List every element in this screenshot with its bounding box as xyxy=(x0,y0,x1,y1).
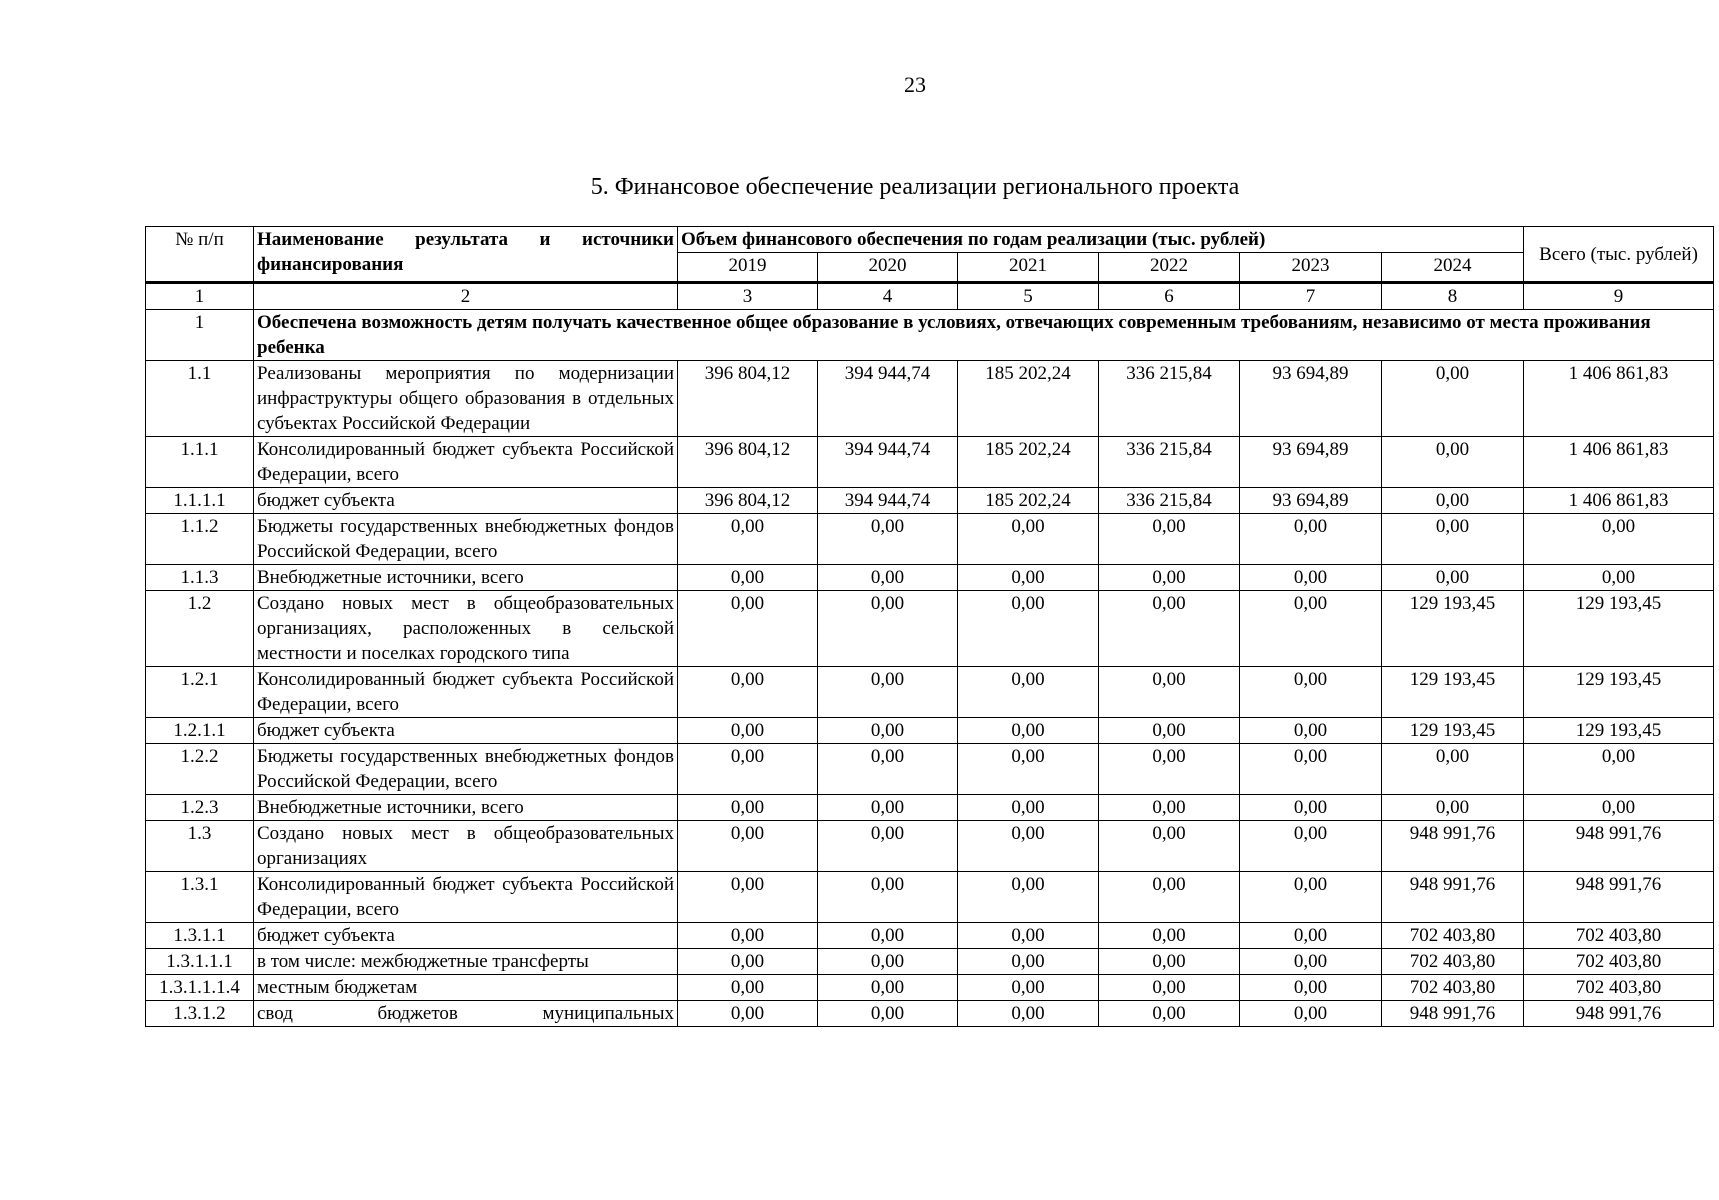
row-value: 0,00 xyxy=(818,795,958,821)
row-value: 0,00 xyxy=(1099,718,1240,744)
table-body xyxy=(146,283,1714,1027)
row-total: 129 193,45 xyxy=(1524,718,1714,744)
row-value: 0,00 xyxy=(1099,591,1240,667)
row-name: Консолидированный бюджет субъекта Российской Федерации, всего xyxy=(254,437,678,488)
row-name: бюджет субъекта xyxy=(254,923,678,949)
table-row xyxy=(146,1001,1714,1027)
row-name: Внебюджетные источники, всего xyxy=(254,565,678,591)
row-value: 93 694,89 xyxy=(1240,437,1382,488)
row-value: 0,00 xyxy=(958,949,1099,975)
column-number: 1 xyxy=(146,283,254,310)
row-value: 0,00 xyxy=(958,1001,1099,1027)
row-name: бюджет субъекта xyxy=(254,488,678,514)
table-row xyxy=(146,872,1714,923)
row-value: 0,00 xyxy=(1240,872,1382,923)
row-value: 185 202,24 xyxy=(958,488,1099,514)
row-value: 0,00 xyxy=(818,923,958,949)
row-name: Реализованы мероприятия по модернизации инфраструктуры общего образования в отдельных субъектах Российской Федерации xyxy=(254,361,678,437)
column-number: 2 xyxy=(254,283,678,310)
row-code: 1.3.1.1 xyxy=(146,923,254,949)
row-total: 0,00 xyxy=(1524,744,1714,795)
row-value: 0,00 xyxy=(818,975,958,1001)
row-value: 185 202,24 xyxy=(958,437,1099,488)
row-value: 0,00 xyxy=(958,667,1099,718)
row-value: 0,00 xyxy=(678,744,818,795)
row-value: 0,00 xyxy=(1240,923,1382,949)
column-number: 4 xyxy=(818,283,958,310)
row-value: 0,00 xyxy=(678,565,818,591)
row-value: 948 991,76 xyxy=(1382,1001,1524,1027)
row-name: в том числе: межбюджетные трансферты xyxy=(254,949,678,975)
row-total: 1 406 861,83 xyxy=(1524,488,1714,514)
row-total: 702 403,80 xyxy=(1524,949,1714,975)
row-value: 0,00 xyxy=(818,821,958,872)
row-value: 0,00 xyxy=(1099,949,1240,975)
table-header xyxy=(146,227,1714,283)
row-code: 1.2.3 xyxy=(146,795,254,821)
row-name: Создано новых мест в общеобразовательных организациях, расположенных в сельской местности и поселках городского типа xyxy=(254,591,678,667)
row-value: 93 694,89 xyxy=(1240,361,1382,437)
table-row xyxy=(146,437,1714,488)
row-value: 0,00 xyxy=(1099,514,1240,565)
table-row xyxy=(146,975,1714,1001)
row-total: 948 991,76 xyxy=(1524,821,1714,872)
row-value: 0,00 xyxy=(958,795,1099,821)
row-code: 1.2 xyxy=(146,591,254,667)
row-value: 396 804,12 xyxy=(678,361,818,437)
header-name: Наименование результата и источники финансирования xyxy=(254,227,678,283)
row-value: 396 804,12 xyxy=(678,437,818,488)
row-value: 0,00 xyxy=(678,667,818,718)
row-value: 0,00 xyxy=(1240,1001,1382,1027)
row-value: 0,00 xyxy=(1099,795,1240,821)
row-value: 0,00 xyxy=(1240,718,1382,744)
row-value: 0,00 xyxy=(1240,975,1382,1001)
row-value: 0,00 xyxy=(958,923,1099,949)
row-code: 1.3.1.1.1.4 xyxy=(146,975,254,1001)
row-value: 0,00 xyxy=(1382,795,1524,821)
row-value: 0,00 xyxy=(678,975,818,1001)
row-value: 0,00 xyxy=(818,667,958,718)
row-value: 0,00 xyxy=(958,514,1099,565)
row-code: 1.3 xyxy=(146,821,254,872)
header-num: № п/п xyxy=(146,227,254,283)
table-row xyxy=(146,591,1714,667)
row-code: 1 xyxy=(146,310,254,361)
row-value: 0,00 xyxy=(678,923,818,949)
row-name: Создано новых мест в общеобразовательных организациях xyxy=(254,821,678,872)
row-value: 0,00 xyxy=(678,949,818,975)
row-code: 1.1 xyxy=(146,361,254,437)
row-value: 0,00 xyxy=(1099,667,1240,718)
row-name: Бюджеты государственных внебюджетных фондов Российской Федерации, всего xyxy=(254,744,678,795)
row-value: 0,00 xyxy=(1240,949,1382,975)
row-total: 948 991,76 xyxy=(1524,872,1714,923)
row-value: 0,00 xyxy=(1240,744,1382,795)
row-value: 0,00 xyxy=(818,591,958,667)
row-value: 0,00 xyxy=(958,565,1099,591)
row-name: свод бюджетов муниципальных xyxy=(254,1001,678,1027)
header-year: 2020 xyxy=(818,253,958,283)
row-value: 0,00 xyxy=(1382,488,1524,514)
row-value: 0,00 xyxy=(1382,437,1524,488)
row-value: 0,00 xyxy=(1240,795,1382,821)
table-row xyxy=(146,514,1714,565)
row-value: 0,00 xyxy=(1240,821,1382,872)
row-value: 0,00 xyxy=(1240,591,1382,667)
row-value: 396 804,12 xyxy=(678,488,818,514)
row-value: 702 403,80 xyxy=(1382,975,1524,1001)
section-text: Обеспечена возможность детям получать качественное общее образование в условиях, отвечающих современным требованиям, независимо от места проживания ребенка xyxy=(254,310,1714,361)
table-row xyxy=(146,923,1714,949)
page-number: 23 xyxy=(904,72,926,97)
row-value: 0,00 xyxy=(678,821,818,872)
row-value: 394 944,74 xyxy=(818,437,958,488)
row-code: 1.2.1.1 xyxy=(146,718,254,744)
row-value: 0,00 xyxy=(678,514,818,565)
row-value: 948 991,76 xyxy=(1382,872,1524,923)
row-value: 0,00 xyxy=(818,872,958,923)
table-row xyxy=(146,795,1714,821)
table-row xyxy=(146,565,1714,591)
row-value: 0,00 xyxy=(958,718,1099,744)
table-row xyxy=(146,744,1714,795)
table-row xyxy=(146,667,1714,718)
row-value: 336 215,84 xyxy=(1099,361,1240,437)
row-name: бюджет субъекта xyxy=(254,718,678,744)
row-code: 1.2.1 xyxy=(146,667,254,718)
header-volume: Объем финансового обеспечения по годам реализации (тыс. рублей) xyxy=(678,227,1524,253)
column-number: 9 xyxy=(1524,283,1714,310)
row-value: 336 215,84 xyxy=(1099,437,1240,488)
row-code: 1.1.1.1 xyxy=(146,488,254,514)
row-value: 0,00 xyxy=(1099,872,1240,923)
row-value: 0,00 xyxy=(958,821,1099,872)
row-value: 129 193,45 xyxy=(1382,591,1524,667)
row-total: 1 406 861,83 xyxy=(1524,437,1714,488)
row-code: 1.1.3 xyxy=(146,565,254,591)
table-row xyxy=(146,949,1714,975)
row-value: 702 403,80 xyxy=(1382,923,1524,949)
row-value: 0,00 xyxy=(1382,361,1524,437)
row-total: 129 193,45 xyxy=(1524,667,1714,718)
column-numbers-row xyxy=(146,283,1714,310)
column-number: 3 xyxy=(678,283,818,310)
section-title: 5. Финансовое обеспечение реализации регионального проекта xyxy=(590,174,1240,200)
header-year: 2022 xyxy=(1099,253,1240,283)
row-value: 129 193,45 xyxy=(1382,667,1524,718)
row-value: 129 193,45 xyxy=(1382,718,1524,744)
row-total: 702 403,80 xyxy=(1524,923,1714,949)
row-value: 0,00 xyxy=(678,718,818,744)
row-value: 93 694,89 xyxy=(1240,488,1382,514)
column-number: 5 xyxy=(958,283,1099,310)
row-value: 0,00 xyxy=(678,872,818,923)
row-value: 0,00 xyxy=(1240,667,1382,718)
row-value: 0,00 xyxy=(1240,565,1382,591)
row-value: 0,00 xyxy=(818,514,958,565)
row-name: Внебюджетные источники, всего xyxy=(254,795,678,821)
row-value: 394 944,74 xyxy=(818,361,958,437)
header-total: Всего (тыс. рублей) xyxy=(1524,227,1714,283)
financing-table xyxy=(145,226,1714,1027)
row-value: 0,00 xyxy=(958,591,1099,667)
row-value: 0,00 xyxy=(1382,565,1524,591)
row-total: 129 193,45 xyxy=(1524,591,1714,667)
row-value: 0,00 xyxy=(818,744,958,795)
row-value: 0,00 xyxy=(818,949,958,975)
row-total: 948 991,76 xyxy=(1524,1001,1714,1027)
column-number: 6 xyxy=(1099,283,1240,310)
row-value: 0,00 xyxy=(1382,744,1524,795)
row-value: 0,00 xyxy=(818,565,958,591)
row-total: 702 403,80 xyxy=(1524,975,1714,1001)
header-year: 2019 xyxy=(678,253,818,283)
row-total: 0,00 xyxy=(1524,565,1714,591)
section-row xyxy=(146,310,1714,361)
column-number: 7 xyxy=(1240,283,1382,310)
row-code: 1.2.2 xyxy=(146,744,254,795)
row-code: 1.1.2 xyxy=(146,514,254,565)
table-row xyxy=(146,361,1714,437)
table-row xyxy=(146,821,1714,872)
row-name: местным бюджетам xyxy=(254,975,678,1001)
row-value: 702 403,80 xyxy=(1382,949,1524,975)
row-value: 336 215,84 xyxy=(1099,488,1240,514)
row-value: 0,00 xyxy=(1099,975,1240,1001)
row-code: 1.3.1 xyxy=(146,872,254,923)
row-value: 0,00 xyxy=(1099,923,1240,949)
row-value: 0,00 xyxy=(818,1001,958,1027)
row-value: 0,00 xyxy=(1099,821,1240,872)
row-value: 0,00 xyxy=(1382,514,1524,565)
row-value: 0,00 xyxy=(678,1001,818,1027)
row-name: Консолидированный бюджет субъекта Российской Федерации, всего xyxy=(254,872,678,923)
header-year: 2024 xyxy=(1382,253,1524,283)
header-year: 2023 xyxy=(1240,253,1382,283)
row-total: 0,00 xyxy=(1524,795,1714,821)
row-code: 1.3.1.1.1 xyxy=(146,949,254,975)
row-value: 0,00 xyxy=(1099,1001,1240,1027)
row-value: 0,00 xyxy=(818,718,958,744)
header-year: 2021 xyxy=(958,253,1099,283)
row-value: 394 944,74 xyxy=(818,488,958,514)
row-value: 948 991,76 xyxy=(1382,821,1524,872)
row-name: Бюджеты государственных внебюджетных фондов Российской Федерации, всего xyxy=(254,514,678,565)
row-code: 1.1.1 xyxy=(146,437,254,488)
row-value: 0,00 xyxy=(958,872,1099,923)
row-total: 1 406 861,83 xyxy=(1524,361,1714,437)
row-value: 185 202,24 xyxy=(958,361,1099,437)
table-row xyxy=(146,488,1714,514)
column-number: 8 xyxy=(1382,283,1524,310)
row-value: 0,00 xyxy=(958,975,1099,1001)
row-value: 0,00 xyxy=(1240,514,1382,565)
row-value: 0,00 xyxy=(958,744,1099,795)
row-value: 0,00 xyxy=(1099,744,1240,795)
row-name: Консолидированный бюджет субъекта Российской Федерации, всего xyxy=(254,667,678,718)
row-value: 0,00 xyxy=(678,591,818,667)
row-value: 0,00 xyxy=(678,795,818,821)
row-code: 1.3.1.2 xyxy=(146,1001,254,1027)
row-total: 0,00 xyxy=(1524,514,1714,565)
row-value: 0,00 xyxy=(1099,565,1240,591)
table-row xyxy=(146,718,1714,744)
